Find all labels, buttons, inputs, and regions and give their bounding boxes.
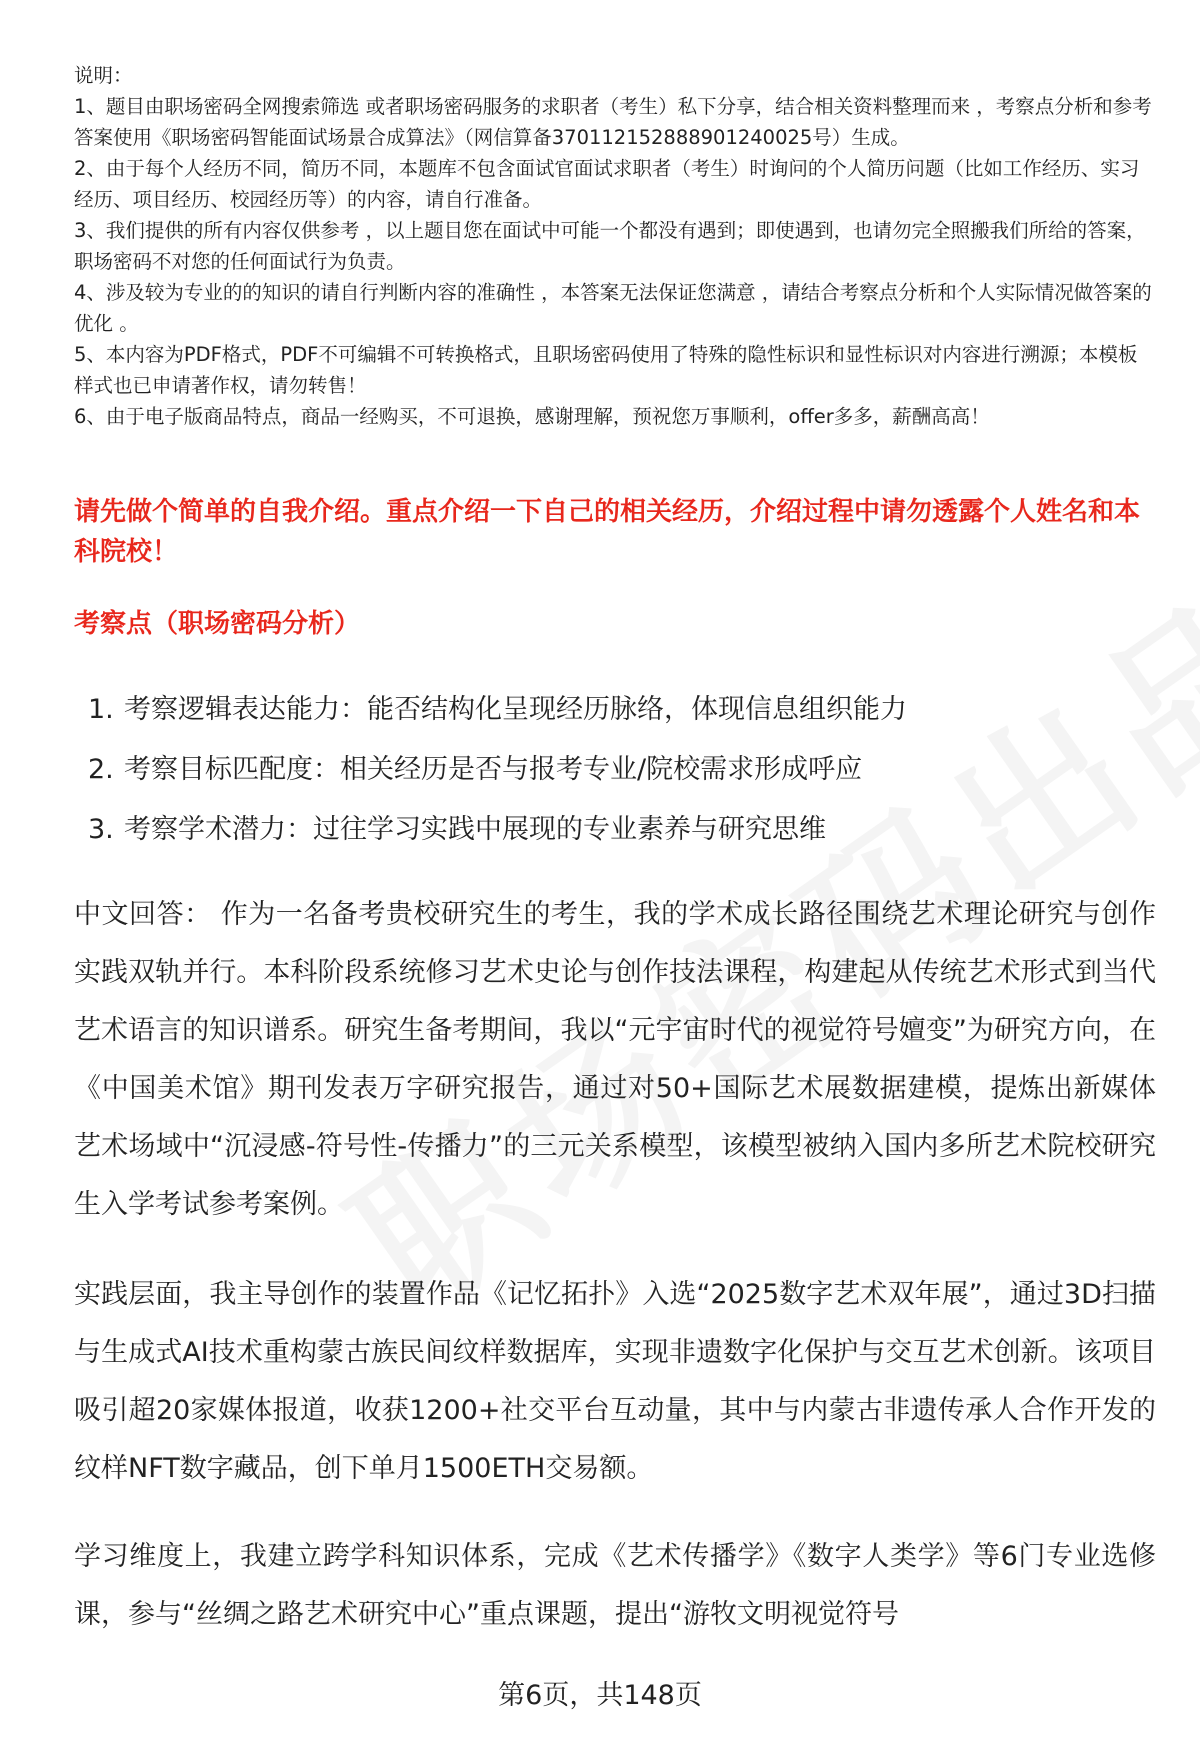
point-number: 2.	[88, 754, 114, 785]
notes-label: 说明：	[74, 64, 133, 87]
notes-item: 4、涉及较为专业的的知识的请自行判断内容的准确性 ，本答案无法保证您满意 ，请结合考察点分析和个人实际情况做答案的优化 。	[74, 281, 1152, 335]
notes-item: 6、由于电子版商品特点，商品一经购买，不可退换，感谢理解，预祝您万事顺利，offer多多，薪酬高高！	[74, 405, 990, 428]
notes-item: 2、由于每个人经历不同，简历不同，本题库不包含面试官面试求职者（考生）时询问的个人简历问题（比如工作经历、实习经历、项目经历、校园经历等）的内容，请自行准备。	[74, 157, 1140, 211]
analysis-point	[88, 680, 1148, 740]
analysis-points-list	[88, 680, 1148, 860]
notes-item: 5、本内容为PDF格式，PDF不可编辑不可转换格式，且职场密码使用了特殊的隐性标识和显性标识对内容进行溯源；本模板样式也已申请著作权，请勿转售！	[74, 343, 1138, 397]
analysis-title: 考察点（职场密码分析）	[74, 609, 361, 639]
answer-paragraph: 中文回答： 作为一名备考贵校研究生的考生，我的学术成长路径围绕艺术理论研究与创作实践双轨并行。本科阶段系统修习艺术史论与创作技法课程，构建起从传统艺术形式到当代艺术语言的知识谱系。研究生备考期间，我以“元宇宙时代的视觉符号嬗变”为研究方向，在《中国美术馆》期刊发表万字研究报告，通过对50+国际艺术展数据建模，提炼出新媒体艺术场域中“沉浸感-符号性-传播力”的三元关系模型，该模型被纳入国内多所艺术院校研究生入学考试参考案例。	[74, 899, 1156, 1220]
question-heading: 请先做个简单的自我介绍。重点介绍一下自己的相关经历，介绍过程中请勿透露个人姓名和本科院校！	[74, 497, 1141, 567]
notes-item: 1、题目由职场密码全网搜索筛选 或者职场密码服务的求职者（考生）私下分享，结合相关资料整理而来 ，考察点分析和参考答案使用《职场密码智能面试场景合成算法》（网信算备370112152888901240025号）生成。	[74, 95, 1152, 149]
answer-paragraph: 学习维度上，我建立跨学科知识体系，完成《艺术传播学》《数字人类学》等6门专业选修课，参与“丝绸之路艺术研究中心”重点课题，提出“游牧文明视觉符号	[74, 1541, 1156, 1630]
point-number: 1.	[88, 694, 114, 725]
point-number: 3.	[88, 814, 114, 845]
point-text: 考察目标匹配度：相关经历是否与报考专业/院校需求形成呼应	[124, 754, 863, 785]
analysis-point	[88, 740, 1148, 800]
point-text: 考察逻辑表达能力：能否结构化呈现经历脉络，体现信息组织能力	[124, 694, 907, 725]
point-text: 考察学术潜力：过往学习实践中展现的专业素养与研究思维	[124, 814, 826, 845]
page-number-footer: 第6页，共148页	[498, 1680, 702, 1711]
answer-paragraph: 实践层面，我主导创作的装置作品《记忆拓扑》入选“2025数字艺术双年展”，通过3D扫描与生成式AI技术重构蒙古族民间纹样数据库，实现非遗数字化保护与交互艺术创新。该项目吸引超20家媒体报道，收获1200+社交平台互动量，其中与内蒙古非遗传承人合作开发的纹样NFT数字藏品，创下单月1500ETH交易额。	[74, 1279, 1156, 1484]
analysis-point	[88, 800, 1148, 860]
notes-section	[74, 60, 1154, 432]
notes-item: 3、我们提供的所有内容仅供参考 ，以上题目您在面试中可能一个都没有遇到；即使遇到，也请勿完全照搬我们所给的答案，职场密码不对您的任何面试行为负责。	[74, 219, 1146, 273]
